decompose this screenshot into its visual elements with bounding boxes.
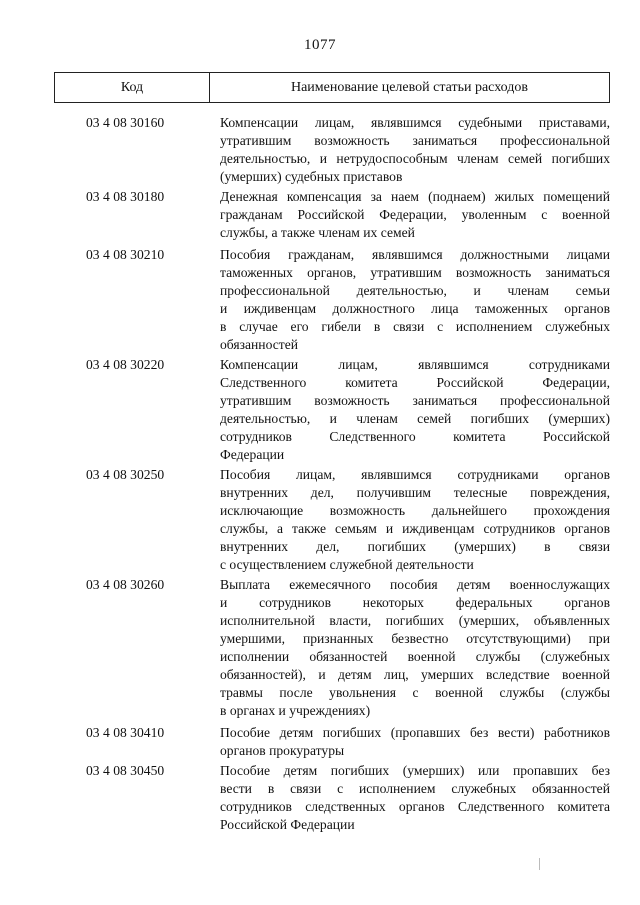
table-row <box>0 466 640 574</box>
description-line: исполнении обязанностей военной службы (служебных <box>220 649 610 664</box>
description-line: Следственного комитета Российской Федерации, <box>220 375 610 390</box>
description-line: Пособия лицам, являвшимся сотрудниками органов <box>220 467 610 482</box>
table-row <box>0 724 640 760</box>
row-description <box>220 576 610 720</box>
description-line: с осуществлением служебной деятельности <box>220 557 474 572</box>
description-line: Денежная компенсация за наем (поднаем) жилых помещений <box>220 189 610 204</box>
row-code: 03 4 08 30160 <box>86 115 165 130</box>
description-line: Федерации <box>220 447 285 462</box>
row-code: 03 4 08 30450 <box>86 763 165 778</box>
table-row <box>0 762 640 834</box>
description-line: (умерших) судебных приставов <box>220 169 403 184</box>
table-row <box>0 114 640 186</box>
description-line: обязанностей), и детям лиц, умерших вследствие военной <box>220 667 610 682</box>
description-line: Пособие детям погибших (пропавших без вести) работников <box>220 725 610 740</box>
page-number: 1077 <box>304 37 336 53</box>
row-description <box>220 246 610 354</box>
description-line: гражданам Российской Федерации, уволенным с военной <box>220 207 610 222</box>
description-line: вести в связи с исполнением служебных обязанностей <box>220 781 610 796</box>
description-line: деятельностью, и нетрудоспособным членам семей погибших <box>220 151 610 166</box>
description-line: травмы после увольнения с военной службы (службы <box>220 685 610 700</box>
description-line: органов прокуратуры <box>220 743 345 758</box>
description-line: Российской Федерации <box>220 817 355 832</box>
description-line: утратившим возможность заниматься профессиональной <box>220 393 610 408</box>
description-line: Выплата ежемесячного пособия детям военнослужащих <box>220 577 610 592</box>
description-line: внутренних дел, получившим телесные повреждения, <box>220 485 610 500</box>
description-line: и иждивенцам должностного лица таможенных органов <box>220 301 610 316</box>
description-line: профессиональной деятельностью, и членам семьи <box>220 283 610 298</box>
description-line: исключающие возможность дальнейшего прохождения <box>220 503 610 518</box>
description-line: сотрудников Следственного комитета Российской <box>220 429 610 444</box>
header-code: Код <box>55 73 210 102</box>
description-line: в случае его гибели в связи с исполнением служебных <box>220 319 610 334</box>
description-line: службы, а также членам их семей <box>220 225 415 240</box>
row-code: 03 4 08 30220 <box>86 357 165 372</box>
table-row <box>0 356 640 464</box>
description-line: сотрудников следственных органов Следственного комитета <box>220 799 610 814</box>
row-code: 03 4 08 30250 <box>86 467 165 482</box>
row-description <box>220 114 610 186</box>
row-code: 03 4 08 30180 <box>86 189 165 204</box>
table-row <box>0 576 640 720</box>
description-line: умершими, признанных безвестно отсутствующими) при <box>220 631 610 646</box>
description-line: таможенных органов, утратившим возможность заниматься <box>220 265 610 280</box>
description-line: обязанностей <box>220 337 298 352</box>
table-row <box>0 246 640 354</box>
row-code: 03 4 08 30210 <box>86 247 165 262</box>
description-line: Компенсации лицам, являвшимся сотрудниками <box>220 357 610 372</box>
row-description <box>220 724 610 760</box>
row-description <box>220 188 610 242</box>
row-code: 03 4 08 30260 <box>86 577 165 592</box>
row-description <box>220 356 610 464</box>
description-line: утратившим возможность заниматься профессиональной <box>220 133 610 148</box>
description-line: службы, а также семьям и иждивенцам сотрудников органов <box>220 521 610 536</box>
description-line: и сотрудников некоторых федеральных органов <box>220 595 610 610</box>
row-code: 03 4 08 30410 <box>86 725 165 740</box>
description-line: исполнительной власти, погибших (умерших, объявленных <box>220 613 610 628</box>
description-line: Пособие детям погибших (умерших) или пропавших без <box>220 763 610 778</box>
description-line: Компенсации лицам, являвшимся судебными приставами, <box>220 115 610 130</box>
description-line: в органах и учреждениях) <box>220 703 371 718</box>
scan-mark <box>539 858 540 870</box>
description-line: деятельностью, и членам семей погибших (умерших) <box>220 411 610 426</box>
description-line: Пособия гражданам, являвшимся должностными лицами <box>220 247 610 262</box>
header-name: Наименование целевой статьи расходов <box>290 79 529 95</box>
table-body <box>0 114 640 834</box>
row-description <box>220 762 610 834</box>
row-description <box>220 466 610 574</box>
description-line: внутренних дел, погибших (умерших) в связи <box>220 539 610 554</box>
table-header <box>54 72 610 103</box>
table-row <box>0 188 640 242</box>
